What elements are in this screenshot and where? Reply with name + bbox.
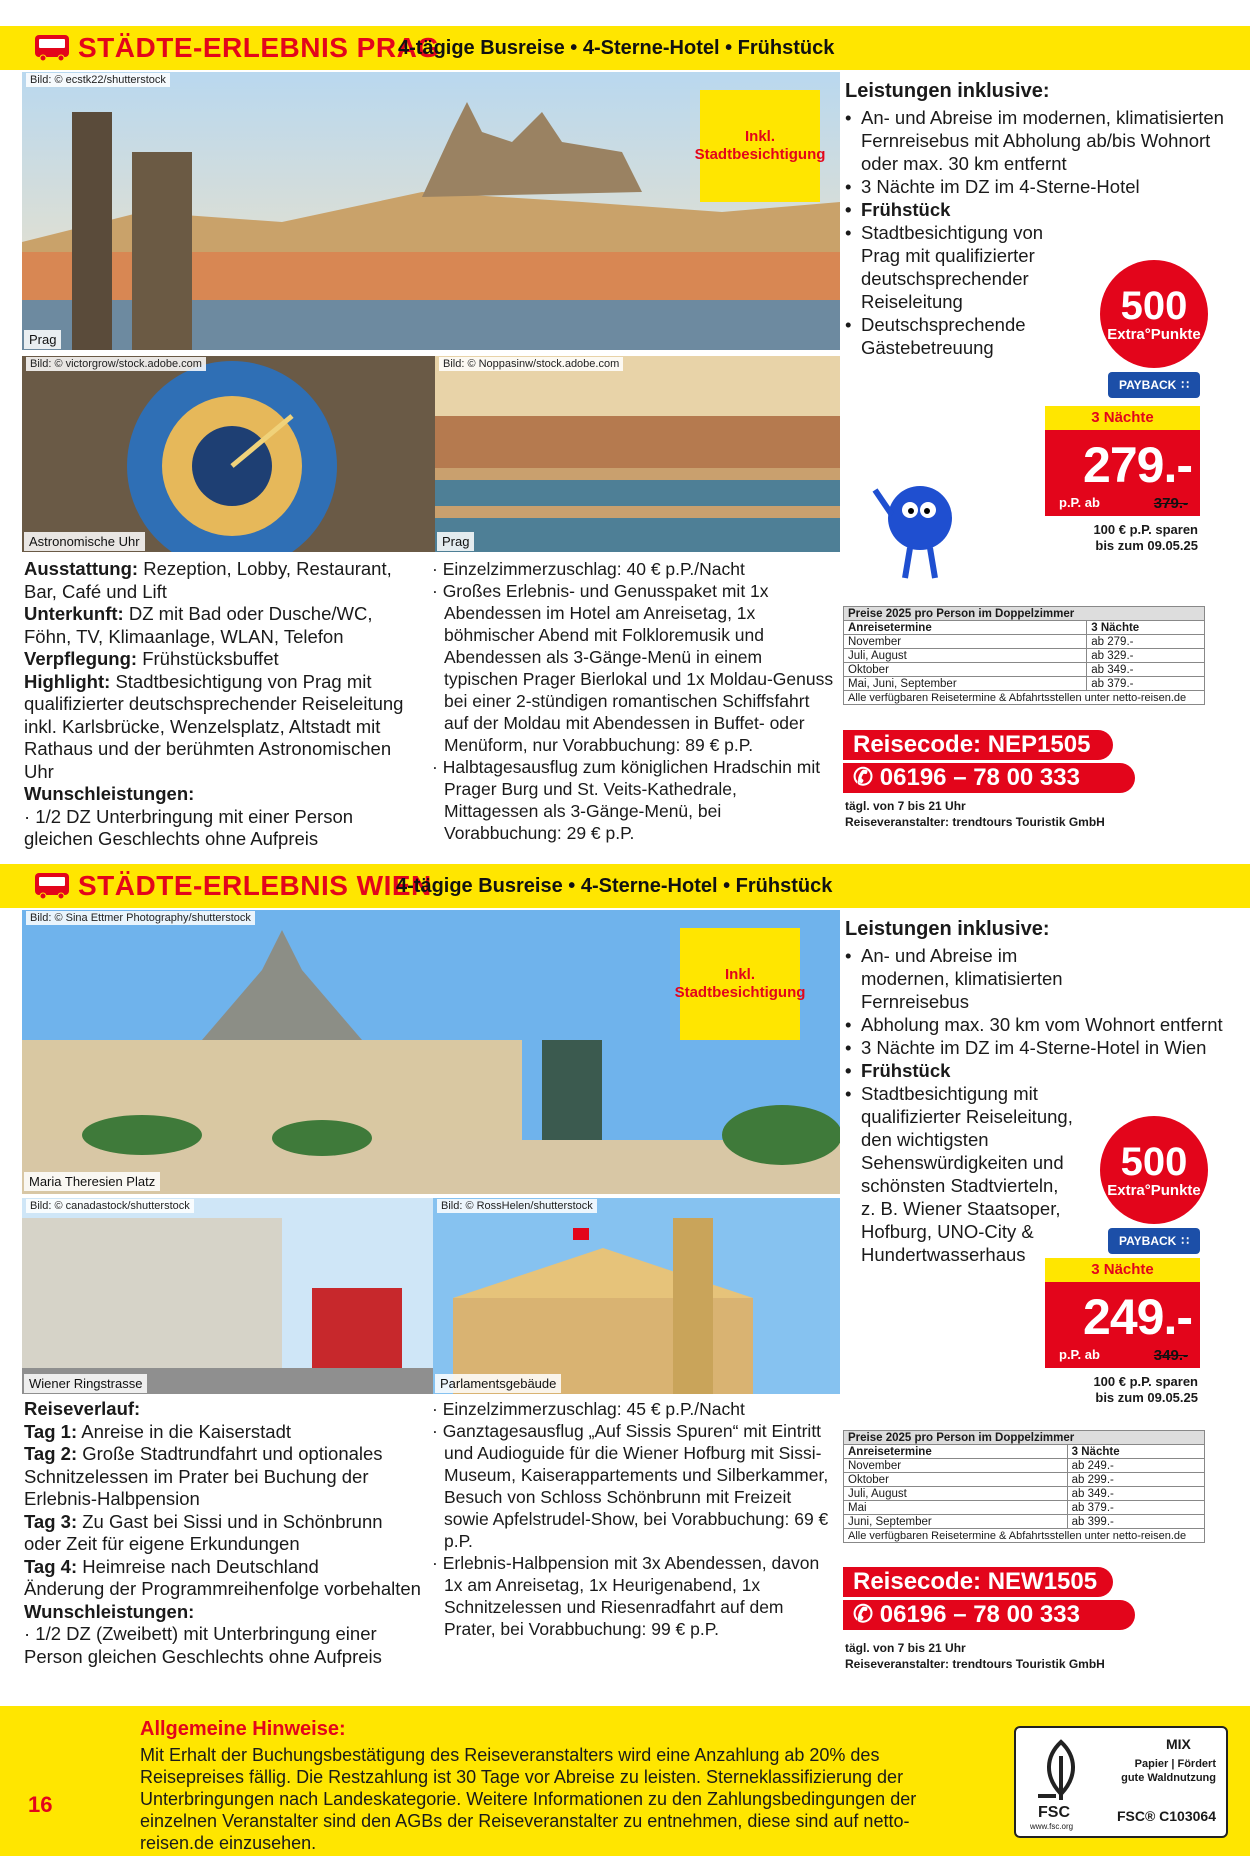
service-item: • 3 Nächte im DZ im 4-Sterne-Hotel	[845, 175, 1225, 198]
payback-logo: PAYBACK ∷	[1108, 1228, 1200, 1254]
travel-code: Reisecode: NEW1505	[843, 1567, 1113, 1597]
photo-caption: Maria Theresien Platz	[24, 1172, 160, 1191]
phone-icon: ✆	[853, 764, 874, 791]
price-table: Preise 2025 pro Person im Doppelzimmer Anreisetermine 3 Nächte November ab 249.- Oktober ab 299.- Juli, August ab 349.- Mai ab 379.- Juni, September ab 399.- Alle verfügbaren Reisetermine & Abfahrtsstellen unter netto-reisen.de	[843, 1430, 1205, 1543]
payback-dots-icon: ∷	[1181, 378, 1189, 392]
old-price: 349.-	[1153, 1347, 1188, 1364]
service-item: • Frühstück	[845, 198, 1225, 221]
hours: tägl. von 7 bis 21 Uhr	[845, 799, 966, 813]
fsc-tree-icon	[1026, 1736, 1096, 1806]
incl-stadtbesichtigung-badge: Inkl. Stadtbesichtigung	[700, 90, 820, 202]
prague-hotel-info: Ausstattung: Rezeption, Lobby, Restaurant, Bar, Café und Lift Unterkunft: DZ mit Bad oder Dusche/WC, Föhn, TV, Klimaanlage, WLAN, Telefon Verpflegung: Frühstücksbuffet Highlight: Stadtbesichtigung von Prag mit qualifizierter deutschsprechender Reiseleitung inkl. Karlsbrücke, Wenzelsplatz, Altstadt mit Rathaus und der berühmten Astronomischen Uhr Wunschleistungen: · 1/2 DZ Unterbringung mit einer Person gleichen Geschlechts ohne Aufpreis	[24, 558, 404, 849]
table-row: Oktober ab 349.-	[844, 663, 1205, 677]
old-price: 379.-	[1153, 495, 1188, 512]
service-item: • 3 Nächte im DZ im 4-Sterne-Hotel in Wien	[845, 1036, 1225, 1059]
photo-caption: Prag	[24, 330, 61, 349]
vienna-subtitle: 4-tägige Busreise • 4-Sterne-Hotel • Frühstück	[396, 875, 833, 897]
phone-number[interactable]: ✆ 06196 – 78 00 333	[843, 763, 1135, 793]
photo-credit: Bild: © Noppasinw/stock.adobe.com	[439, 357, 623, 371]
vienna-banner	[0, 864, 1250, 908]
vienna-parliament-photo	[433, 1198, 840, 1394]
photo-caption: Parlamentsgebäude	[435, 1374, 561, 1393]
incl-stadtbesichtigung-badge: Inkl. Stadtbesichtigung	[680, 928, 800, 1040]
vienna-itinerary: Reiseverlauf: Tag 1: Anreise in die Kaiserstadt Tag 2: Große Stadtrundfahrt und optionales Schnitzelessen im Prater bei Buchung der Erlebnis-Halbpension Tag 3: Zu Gast bei Sissi und in Schönbrunn oder Zeit für eigene Erkundungen Tag 4: Heimreise nach Deutschland Änderung der Programmreihenfolge vorbehalten Wunschleistungen: · 1/2 DZ (Zweibett) mit Unterbringung einer Person gleichen Geschlechts ohne Aufpreis	[24, 1398, 421, 1667]
vienna-optional-services: · Einzelzimmerzuschlag: 45 € p.P./Nacht · Ganztagesausflug „Auf Sissis Spuren“ mit Eintritt und Audioguide für die Wiener Hofburg mit Sissi-Museum, Kaiserappartements und Silberkammer, Besuch von Schloss Schönbrunn mit Freizeit sowie Apfelstrudel-Show, bei Vorabbuchung: 69 € p.P. · Erlebnis-Halbpension mit 3x Abendessen, davon 1x am Anreisetag, 1x Heurigenabend, 1x Schnitzelessen und Riesenradfahrt auf dem Prater, bei Vorabbuchung: 99 € p.P.	[432, 1399, 829, 1639]
hours: tägl. von 7 bis 21 Uhr	[845, 1641, 966, 1655]
table-row: November ab 249.-	[844, 1459, 1205, 1473]
vienna-title: STÄDTE-ERLEBNIS WIEN	[78, 870, 432, 901]
service-item: • Deutschsprechende Gästebetreuung	[845, 313, 1085, 359]
photo-caption: Prag	[437, 532, 474, 551]
prague-optional-services: · Einzelzimmerzuschlag: 40 € p.P./Nacht · Großes Erlebnis- und Genusspaket mit 1x Abendessen im Hotel am Anreisetag, 1x böhmischer Abend mit Folkloremusik und Abendessen als 3-Gänge-Menü in einem typischen Prager Bierlokal und 1x Moldau-Genuss bei einer 2-stündigen romantischen Schiffsfahrt auf der Moldau mit Abendessen in Buffet- oder Menüform, nur Vorabbuchung: 89 € p.P. · Halbtagesausflug zum königlichen Hradschin mit Prager Burg und St. Veits-Kathedrale, Mittagessen als 3-Gänge-Menü, bei Vorabbuchung: 29 € p.P.	[432, 559, 834, 843]
table-row: Mai, Juni, September ab 379.-	[844, 677, 1205, 691]
bus-icon	[34, 34, 70, 62]
photo-credit: Bild: © canadastock/shutterstock	[26, 1199, 194, 1213]
payback-logo: PAYBACK ∷	[1108, 372, 1200, 398]
service-item: • An- und Abreise im modernen, klimatisierten Fernreisebus mit Abholung ab/bis Wohnort oder max. 30 km entfernt	[845, 106, 1225, 175]
prague-title: STÄDTE-ERLEBNIS PRAG	[78, 32, 440, 63]
page-number: 16	[28, 1792, 53, 1817]
photo-credit: Bild: © ecstk22/shutterstock	[26, 73, 170, 87]
service-item: • Frühstück	[845, 1059, 1225, 1082]
phone-icon: ✆	[853, 1601, 874, 1628]
table-row: Mai ab 379.-	[844, 1501, 1205, 1515]
travel-code: Reisecode: NEP1505	[843, 730, 1113, 760]
price-box: 3 Nächte 249.- p.P. ab 349.- 100 € p.P. sparen bis zum 09.05.25	[1045, 1258, 1200, 1406]
operator: Reiseveranstalter: trendtours Touristik GmbH	[845, 815, 1105, 829]
photo-credit: Bild: © RossHelen/shutterstock	[437, 1199, 597, 1213]
table-row: Oktober ab 299.-	[844, 1473, 1205, 1487]
table-row: November ab 279.-	[844, 635, 1205, 649]
table-row: Juli, August ab 349.-	[844, 1487, 1205, 1501]
price-amount: 249.-	[1083, 1289, 1192, 1345]
fsc-label: FSC www.fsc.org MIX Papier | Fördert gute Waldnutzung FSC® C103064	[1014, 1726, 1228, 1838]
prague-bridges-photo	[435, 356, 840, 552]
operator: Reiseveranstalter: trendtours Touristik GmbH	[845, 1657, 1105, 1671]
service-item: • Stadtbesichtigung von Prag mit qualifizierter deutschsprechender Reiseleitung	[845, 221, 1085, 313]
vienna-ringstrasse-photo	[22, 1198, 433, 1394]
prague-subtitle: 4-tägige Busreise • 4-Sterne-Hotel • Frühstück	[398, 37, 835, 59]
price-amount: 279.-	[1083, 437, 1192, 493]
payback-badge: 500 Extra°Punkte PAYBACK ∷	[1100, 1116, 1208, 1254]
payback-dots-icon: ∷	[1181, 1234, 1189, 1248]
services-title: Leistungen inklusive:	[845, 80, 1050, 102]
prague-clock-photo	[22, 356, 435, 552]
notes-text: Mit Erhalt der Buchungsbestätigung des Reiseveranstalters wird eine Anzahlung ab 20% des Reisepreises fällig. Die Restzahlung ist 30 Tage vor Abreise zu leisten. Sterneklassifizierung der Unterbringungen nach Landeskategorie. Weitere Informationen zu den Zahlungsbedingungen der einzelnen Veranstalter sind den AGBs der Reiseveranstalter zu entnehmen, diese sind auf netto-reisen.de einzusehen.	[140, 1745, 917, 1853]
price-table: Preise 2025 pro Person im Doppelzimmer Anreisetermine 3 Nächte November ab 279.- Juli, August ab 329.- Oktober ab 349.- Mai, Juni, September ab 379.- Alle verfügbaren Reisetermine & Abfahrtsstellen unter netto-reisen.de	[843, 606, 1205, 705]
photo-caption: Astronomische Uhr	[24, 532, 145, 551]
photo-credit: Bild: © victorgrow/stock.adobe.com	[26, 357, 206, 371]
prague-banner	[0, 26, 1250, 70]
price-box: 3 Nächte 279.- p.P. ab 379.- 100 € p.P. sparen bis zum 09.05.25	[1045, 406, 1200, 554]
photo-caption: Wiener Ringstrasse	[24, 1374, 147, 1393]
table-row: Juli, August ab 329.-	[844, 649, 1205, 663]
service-item: • An- und Abreise im modernen, klimatisierten Fernreisebus	[845, 944, 1105, 1013]
payback-badge: 500 Extra°Punkte PAYBACK ∷	[1100, 260, 1208, 398]
services-title: Leistungen inklusive:	[845, 918, 1050, 940]
mascot-icon	[870, 470, 965, 585]
photo-credit: Bild: © Sina Ettmer Photography/shutterstock	[26, 911, 255, 925]
service-item: • Abholung max. 30 km vom Wohnort entfernt	[845, 1013, 1225, 1036]
general-notes	[0, 1706, 1250, 1856]
notes-title: Allgemeine Hinweise:	[140, 1718, 346, 1740]
service-item: • Stadtbesichtigung mit qualifizierter Reiseleitung, den wichtigsten Sehenswürdigkeiten und schönsten Stadtvierteln, z. B. Wiener Staatsoper, Hofburg, UNO-City & Hundertwasserhaus	[845, 1082, 1077, 1266]
table-row: Juni, September ab 399.-	[844, 1515, 1205, 1529]
phone-number[interactable]: ✆ 06196 – 78 00 333	[843, 1600, 1135, 1630]
bus-icon	[34, 872, 70, 900]
